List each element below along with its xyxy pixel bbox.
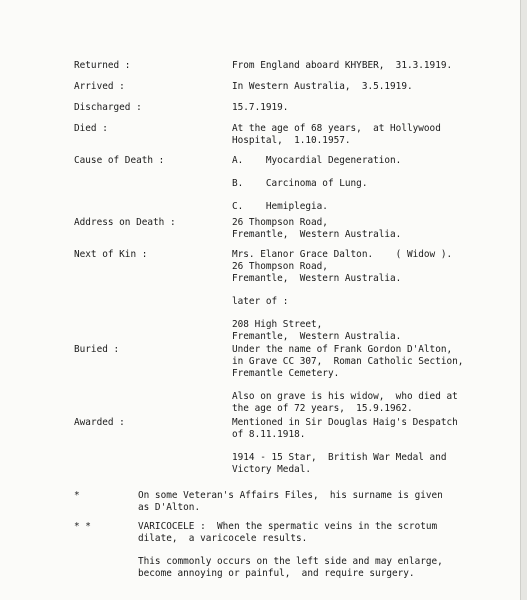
- value-line: Fremantle, Western Australia.: [232, 331, 402, 342]
- value-line: At the age of 68 years, at Hollywood: [232, 123, 441, 134]
- value-line: in Grave CC 307, Roman Catholic Section,: [232, 356, 464, 367]
- note-line: become annoying or painful, and require surgery.: [138, 568, 415, 579]
- label-buried: Buried :: [74, 344, 120, 355]
- value-buried: [232, 344, 522, 415]
- label-arrived: Arrived :: [74, 81, 125, 92]
- label-returned: Returned :: [74, 60, 131, 71]
- footnote-text: [138, 490, 508, 514]
- value-line: 15.7.1919.: [232, 102, 289, 113]
- value-next-of-kin: [232, 249, 522, 343]
- note-line: as D'Alton.: [138, 502, 201, 513]
- value-line: Fremantle, Western Australia.: [232, 229, 402, 240]
- value-discharged: [232, 102, 522, 114]
- value-line: Fremantle, Western Australia.: [232, 273, 402, 284]
- note-line: This commonly occurs on the left side and may enlarge,: [138, 556, 443, 567]
- value-line: In Western Australia, 3.5.1919.: [232, 81, 413, 92]
- value-line: Under the name of Frank Gordon D'Alton,: [232, 344, 453, 355]
- double-asterisk-marker: * *: [74, 521, 91, 532]
- label-address-on-death: Address on Death :: [74, 217, 176, 228]
- label-died: Died :: [74, 123, 108, 134]
- value-line: Hospital, 1.10.1957.: [232, 135, 351, 146]
- note-line: VARICOCELE : When the spermatic veins in the scrotum: [138, 521, 438, 532]
- value-arrived: [232, 81, 522, 93]
- value-line: 1914 - 15 Star, British War Medal and: [232, 452, 447, 463]
- value-line: 26 Thompson Road,: [232, 217, 328, 228]
- value-line: Mentioned in Sir Douglas Haig's Despatch: [232, 417, 458, 428]
- value-line: later of :: [232, 296, 289, 307]
- cause-item: B. Carcinoma of Lung.: [232, 178, 368, 189]
- note-line: On some Veteran's Affairs Files, his surname is given: [138, 490, 443, 501]
- value-awarded: [232, 417, 522, 476]
- cause-item: A. Myocardial Degeneration.: [232, 155, 402, 166]
- asterisk-marker: *: [74, 490, 80, 501]
- value-returned: [232, 60, 522, 72]
- label-next-of-kin: Next of Kin :: [74, 249, 148, 260]
- footnote-text: [138, 521, 508, 580]
- value-line: Also on grave is his widow, who died at: [232, 391, 458, 402]
- value-line: of 8.11.1918.: [232, 429, 306, 440]
- value-line: the age of 72 years, 15.9.1962.: [232, 403, 413, 414]
- value-line: Victory Medal.: [232, 464, 312, 475]
- value-cause-of-death: [232, 155, 522, 213]
- label-cause-of-death: Cause of Death :: [74, 155, 165, 166]
- cause-item: C. Hemiplegia.: [232, 201, 328, 212]
- value-address-on-death: [232, 217, 522, 241]
- label-discharged: Discharged :: [74, 102, 142, 113]
- value-died: [232, 123, 522, 147]
- value-line: From England aboard KHYBER, 31.3.1919.: [232, 60, 453, 71]
- label-awarded: Awarded :: [74, 417, 125, 428]
- value-line: Mrs. Elanor Grace Dalton. ( Widow ).: [232, 249, 453, 260]
- value-line: Fremantle Cemetery.: [232, 368, 340, 379]
- value-line: 26 Thompson Road,: [232, 261, 328, 272]
- value-line: 208 High Street,: [232, 319, 323, 330]
- note-line: dilate, a varicocele results.: [138, 533, 308, 544]
